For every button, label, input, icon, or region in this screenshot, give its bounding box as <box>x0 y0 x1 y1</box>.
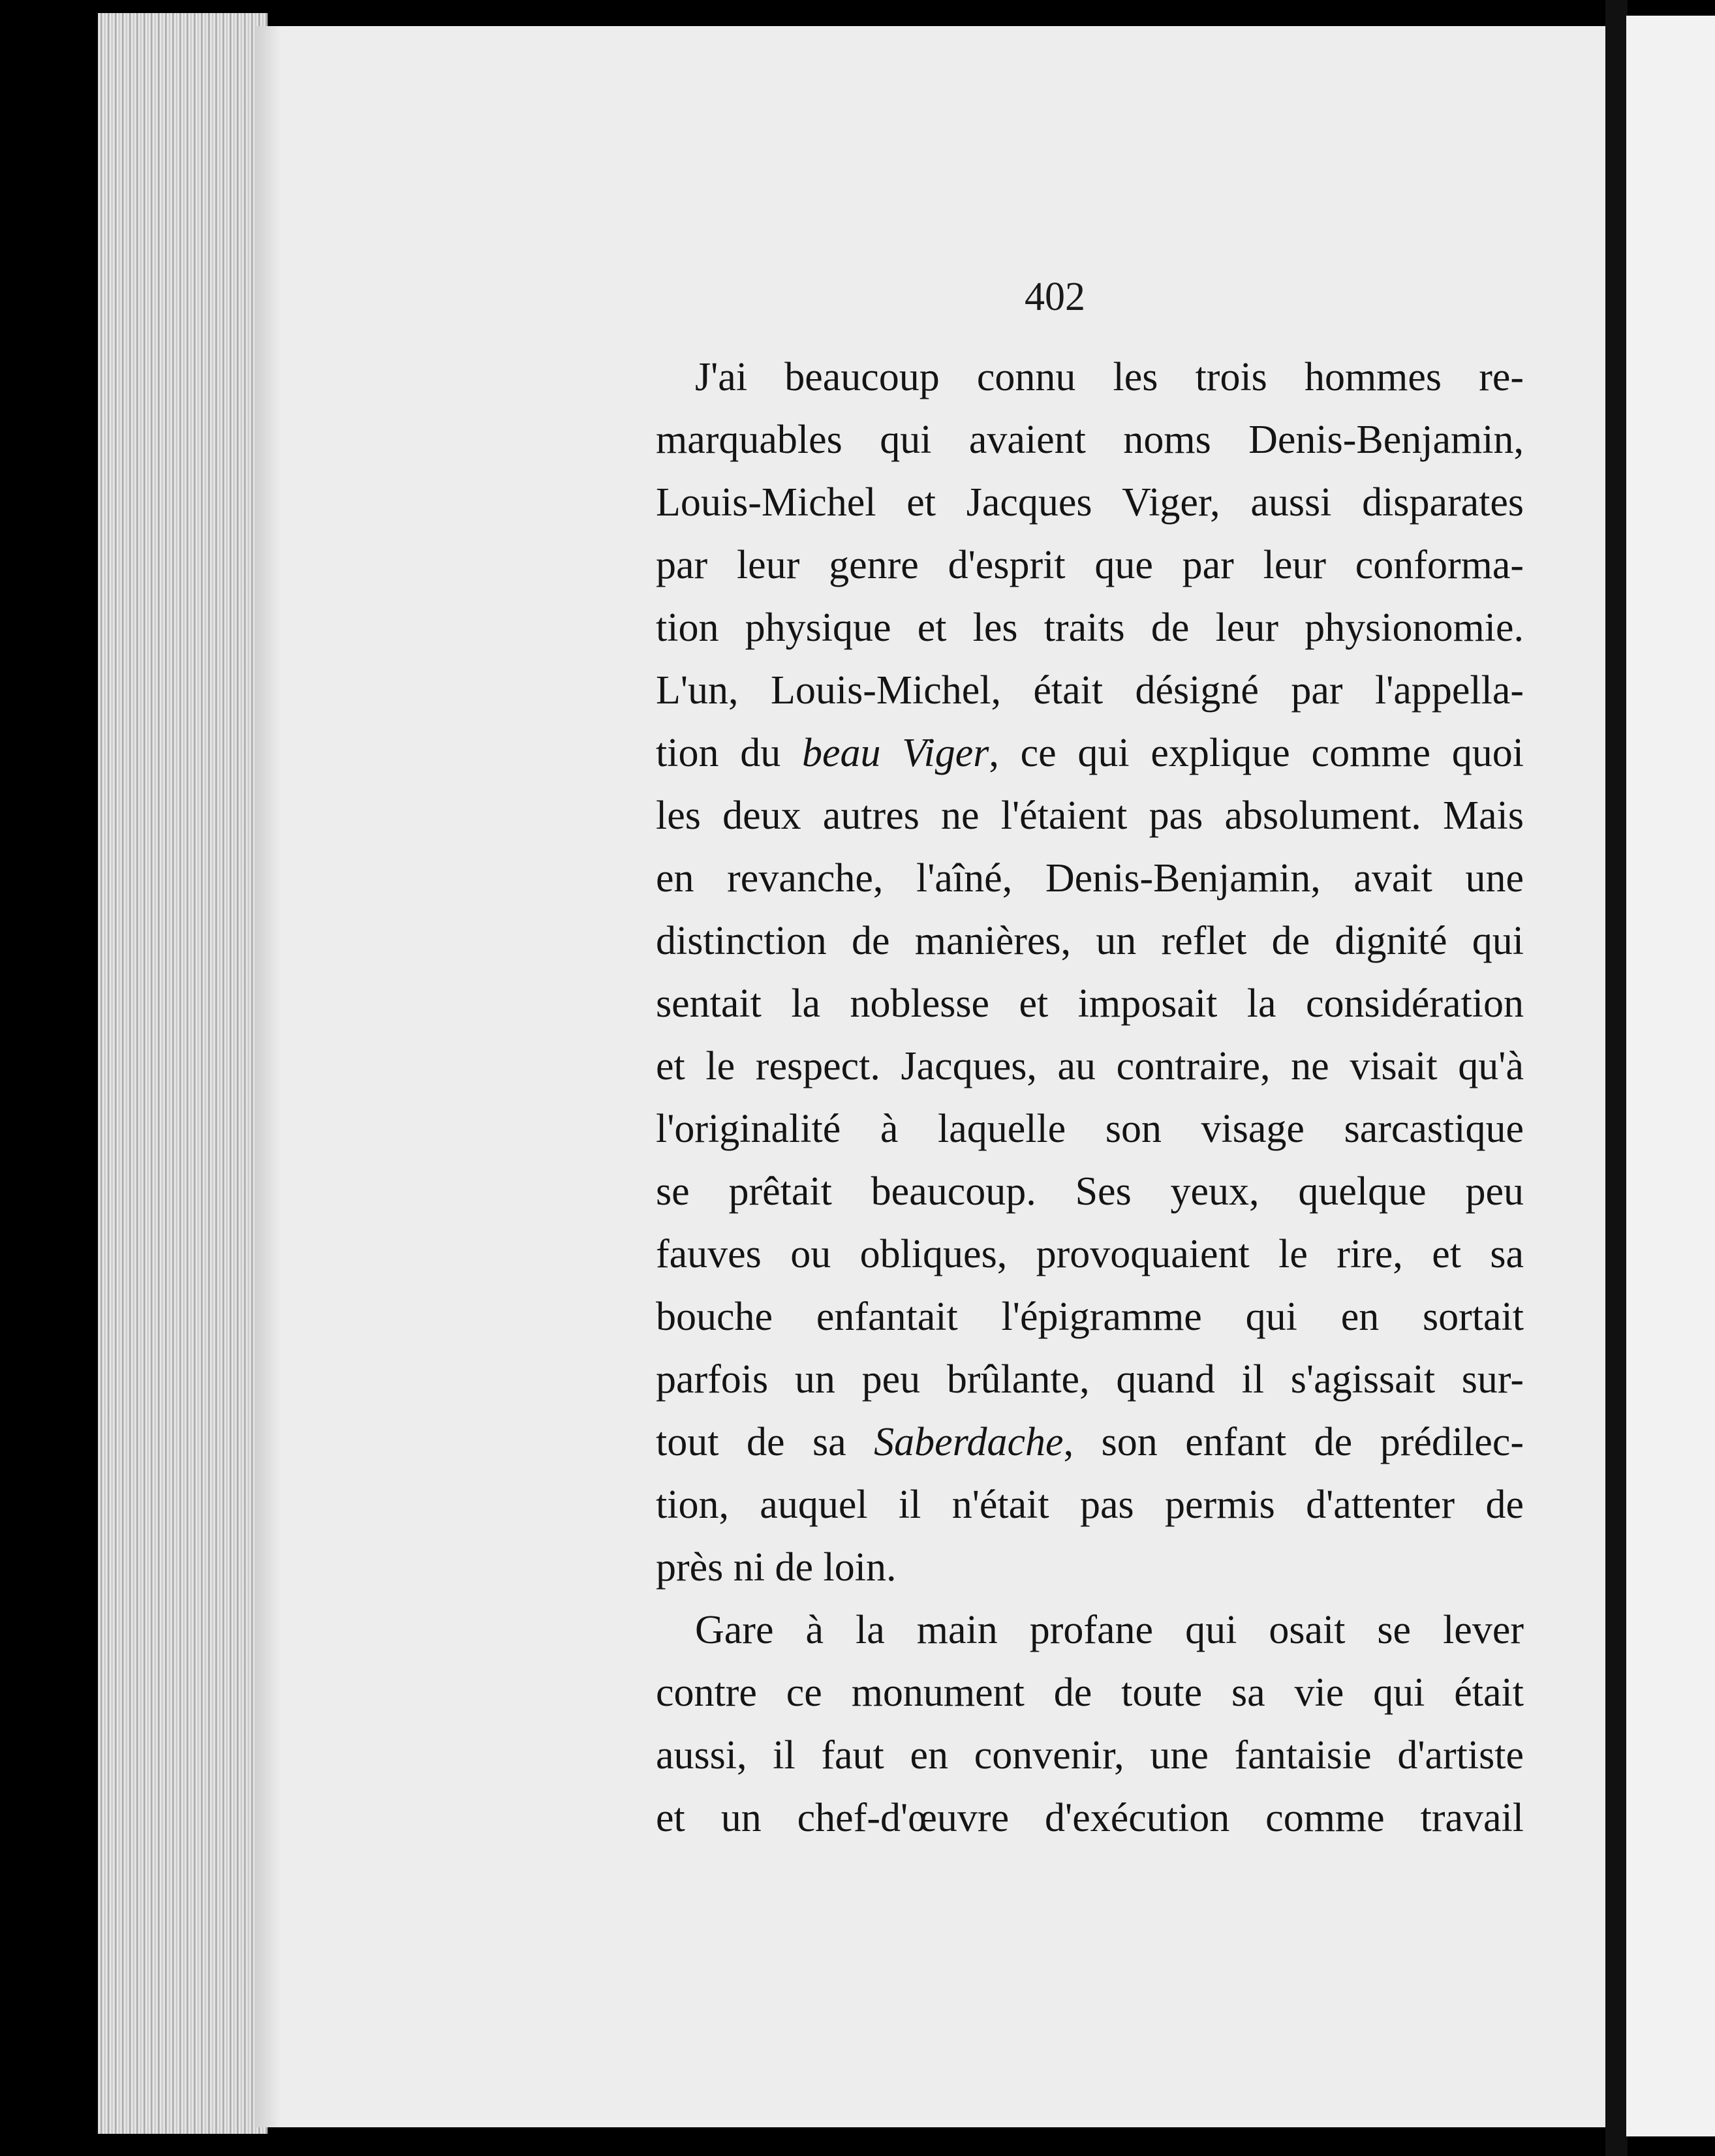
text-line: bouche enfantait l'épigramme qui en sortait <box>656 1295 1524 1339</box>
text-line: en revanche, l'aîné, Denis-Benjamin, avait une <box>656 856 1524 901</box>
text-line: distinction de manières, un reflet de dignité qui <box>656 919 1524 963</box>
text-line: sentait la noblesse et imposait la considération <box>656 981 1524 1026</box>
text-line: se prêtait beaucoup. Ses yeux, quelque peu <box>656 1169 1524 1214</box>
text-line: tion, auquel il n'était pas permis d'attenter de <box>656 1483 1524 1527</box>
italic-title: Saberdache <box>874 1420 1064 1464</box>
text-line: J'ai beaucoup connu les trois hommes re- <box>695 355 1524 399</box>
text-run: , son enfant de prédilec- <box>1063 1420 1524 1464</box>
text-line: parfois un peu brûlante, quand il s'agissait sur- <box>656 1357 1524 1402</box>
text-line: et un chef-d'œuvre d'exécution comme travail <box>656 1796 1524 1840</box>
text-run: tout de sa <box>656 1420 874 1464</box>
facing-page <box>1626 16 1715 2136</box>
text-line: l'originalité à laquelle son visage sarcastique <box>656 1107 1524 1151</box>
text-line: tion physique et les traits de leur physionomie. <box>656 606 1524 650</box>
page-shadow <box>255 26 281 2127</box>
text-line: marquables qui avaient noms Denis-Benjamin, <box>656 418 1524 462</box>
text-line: et le respect. Jacques, au contraire, ne visait qu'à <box>656 1044 1524 1088</box>
page-number: 402 <box>1025 275 1085 319</box>
italic-title: beau Viger <box>801 731 989 775</box>
body-text <box>656 346 1524 1849</box>
text-run: , ce qui explique comme quoi <box>989 731 1524 775</box>
book-gutter <box>1605 0 1628 2156</box>
text-line <box>656 722 1524 784</box>
text-line: les deux autres ne l'étaient pas absolument. Mais <box>656 793 1524 838</box>
text-line: près ni de loin. <box>656 1545 897 1590</box>
text-line: par leur genre d'esprit que par leur conforma- <box>656 543 1524 587</box>
page-edges <box>98 13 268 2134</box>
text-line: L'un, Louis-Michel, était désigné par l'appella- <box>656 668 1524 713</box>
text-line: Gare à la main profane qui osait se lever <box>695 1608 1524 1652</box>
text-run: tion du <box>656 731 802 775</box>
text-line <box>656 1411 1524 1473</box>
text-line: contre ce monument de toute sa vie qui était <box>656 1671 1524 1715</box>
text-line: Louis-Michel et Jacques Viger, aussi disparates <box>656 480 1524 525</box>
text-line: aussi, il faut en convenir, une fantaisie d'artiste <box>656 1733 1524 1778</box>
text-line: fauves ou obliques, provoquaient le rire, et sa <box>656 1232 1524 1276</box>
